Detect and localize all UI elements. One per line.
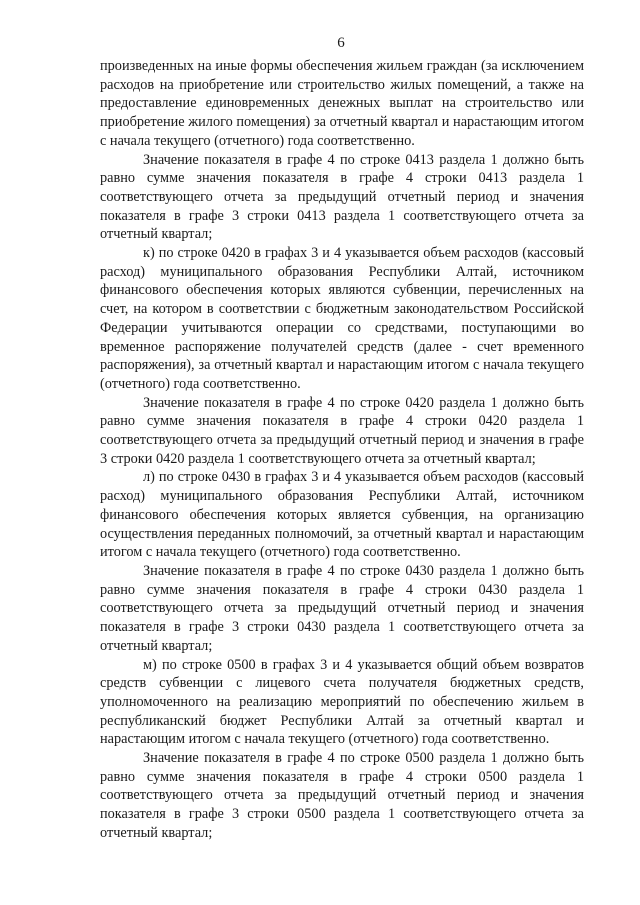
paragraph-0430-value-rule: Значение показателя в графе 4 по строке 0430 раздела 1 должно быть равно сумме значения показателя в графе 4 строки 0430 раздела 1 соответствующего отчета за предыдущий отчетный период и значения показателя в графе 3 строки 0430 раздела 1 соответствующего отчета за отчетный квартал; — [100, 562, 584, 654]
paragraph-0420-value-rule: Значение показателя в графе 4 по строке 0420 раздела 1 должно быть равно сумме значения показателя в графе 4 строки 0420 раздела 1 соответствующего отчета за предыдущий отчетный период и значения в графе 3 строки 0420 раздела 1 соответствующего отчета за отчетный квартал; — [100, 394, 584, 467]
paragraph-continuation: произведенных на иные формы обеспечения жильем граждан (за исключением расходов на приобретение или строительство жилых помещений, а также на предоставление единовременных денежных выплат на строительство или приобретение жилого помещения) за отчетный квартал и нарастающим итогом с начала текущего (отчетного) года соответственно. — [100, 58, 584, 149]
paragraph-0500-value-rule: Значение показателя в графе 4 по строке 0500 раздела 1 должно быть равно сумме значения показателя в графе 4 строки 0500 раздела 1 соответствующего отчета за предыдущий отчетный период и значения показателя в графе 3 строки 0500 раздела 1 соответствующего отчета за отчетный квартал; — [100, 750, 584, 841]
document-body — [100, 57, 584, 843]
paragraph-item-k-line-0420: к) по строке 0420 в графах 3 и 4 указывается объем расходов (кассовый расход) муниципального образования Республики Алтай, источником финансового обеспечения которых являются субвенции, перечисленных на счет, на котором в соответствии с бюджетным законодательством Российской Федерации учитываются операции со средствами, поступающими во временное распоряжение получателей средств (далее - счет временного распоряжения), за отчетный квартал и нарастающим итогом с начала текущего (отчетного) года соответственно. — [100, 245, 584, 392]
page-number: 6 — [337, 35, 345, 51]
paragraph-item-m-line-0500: м) по строке 0500 в графах 3 и 4 указывается общий объем возвратов средств субвенции с лицевого счета получателя бюджетных средств, уполномоченного на реализацию мероприятий по обеспечению жильем в республиканский бюджет Республики Алтай за отчетный квартал и нарастающим итогом с начала текущего (отчетного) года соответственно. — [100, 656, 584, 748]
paragraph-0413-value-rule: Значение показателя в графе 4 по строке 0413 раздела 1 должно быть равно сумме значения показателя в графе 4 строки 0413 раздела 1 соответствующего отчета за предыдущий отчетный период и значения показателя в графе 3 строки 0413 раздела 1 соответствующего отчета за отчетный квартал; — [100, 151, 584, 243]
paragraph-item-l-line-0430: л) по строке 0430 в графах 3 и 4 указывается объем расходов (кассовый расход) муниципального образования Республики Алтай, источником финансового обеспечения которых является субвенция, на организацию осуществления переданных полномочий, за отчетный квартал и нарастающим итогом с начала текущего (отчетного) года соответственно. — [100, 469, 584, 561]
